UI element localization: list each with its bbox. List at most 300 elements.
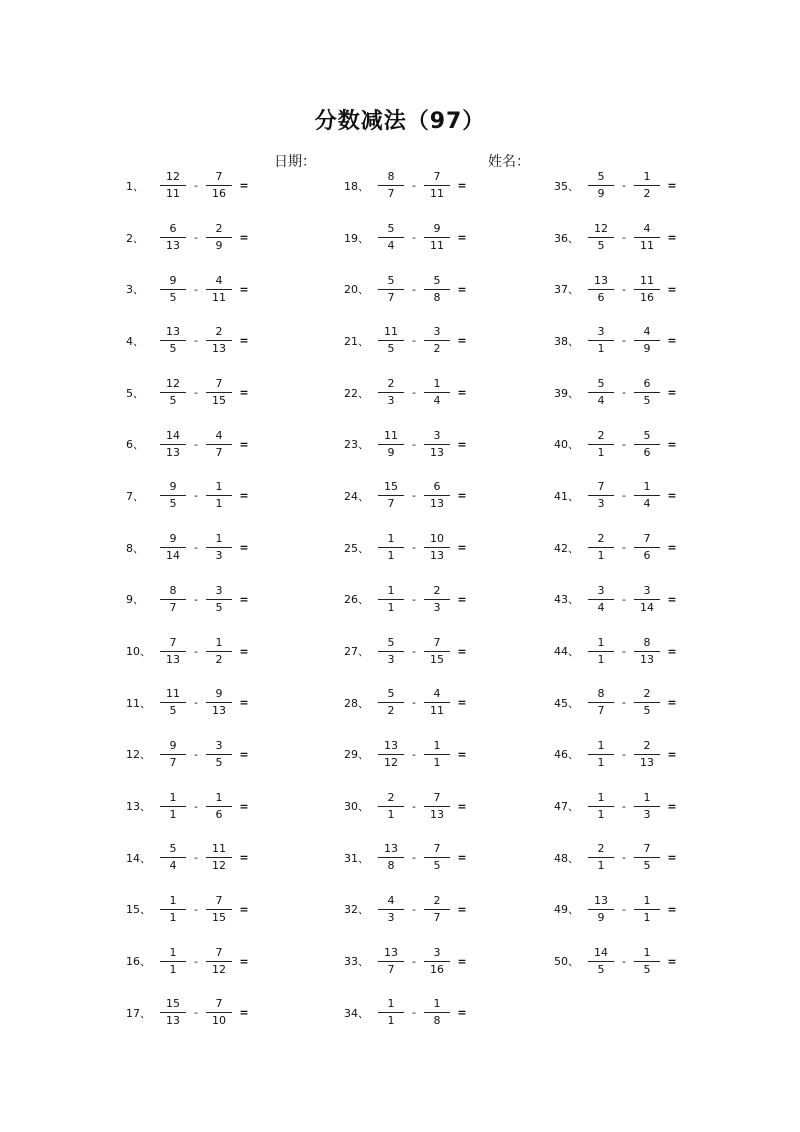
problem-row [344, 832, 574, 884]
subtrahend-fraction [202, 997, 236, 1028]
numerator: 1 [433, 377, 441, 391]
fraction-bar [588, 547, 614, 548]
equals-sign: = [457, 644, 467, 658]
subtrahend-fraction [630, 946, 664, 977]
problem-number: 16、 [126, 955, 151, 969]
minuend-fraction [156, 842, 190, 873]
problem-row [554, 263, 784, 315]
denominator: 3 [387, 394, 395, 408]
fraction-bar [634, 806, 660, 807]
equals-sign: = [667, 489, 677, 503]
equals-sign: = [239, 644, 249, 658]
numerator: 1 [387, 997, 395, 1011]
equals-sign: = [239, 437, 249, 451]
fraction-bar [588, 909, 614, 910]
minuend-fraction [156, 325, 190, 356]
numerator: 2 [597, 428, 605, 442]
problem-number: 22、 [344, 386, 369, 400]
numerator: 9 [169, 273, 177, 287]
equals-sign: = [457, 902, 467, 916]
problem-number: 14、 [126, 851, 151, 865]
problem-number: 3、 [126, 283, 144, 297]
denominator: 11 [212, 290, 226, 304]
subtrahend-fraction [420, 274, 454, 305]
denominator: 4 [597, 600, 605, 614]
fraction-bar [634, 857, 660, 858]
denominator: 1 [169, 962, 177, 976]
fraction-bar [588, 961, 614, 962]
denominator: 8 [433, 1014, 441, 1028]
fraction-bar [634, 340, 660, 341]
subtrahend-fraction [630, 170, 664, 201]
fraction-bar [160, 651, 186, 652]
denominator: 3 [387, 910, 395, 924]
fraction-bar [160, 754, 186, 755]
denominator: 1 [597, 652, 605, 666]
fraction-bar [206, 702, 232, 703]
minuend-fraction [584, 377, 618, 408]
subtrahend-fraction [202, 894, 236, 925]
denominator: 13 [430, 549, 444, 563]
problem-row [126, 263, 356, 315]
numerator: 9 [215, 687, 223, 701]
numerator: 5 [387, 273, 395, 287]
problem-number: 29、 [344, 748, 369, 762]
numerator: 15 [384, 480, 398, 494]
numerator: 11 [640, 273, 654, 287]
fraction-bar [588, 392, 614, 393]
denominator: 3 [387, 652, 395, 666]
equals-sign: = [667, 231, 677, 245]
denominator: 2 [215, 652, 223, 666]
numerator: 1 [643, 480, 651, 494]
numerator: 2 [215, 325, 223, 339]
subtrahend-fraction [420, 997, 454, 1028]
fraction-bar [634, 289, 660, 290]
problem-row [126, 574, 356, 626]
denominator: 1 [597, 755, 605, 769]
equals-sign: = [239, 334, 249, 348]
fraction-bar [160, 547, 186, 548]
minuend-fraction [584, 325, 618, 356]
problem-number: 15、 [126, 903, 151, 917]
fraction-bar [378, 237, 404, 238]
problem-number: 47、 [554, 800, 579, 814]
problem-row [126, 367, 356, 419]
denominator: 13 [212, 704, 226, 718]
denominator: 7 [433, 910, 441, 924]
numerator: 7 [433, 842, 441, 856]
subtrahend-fraction [202, 170, 236, 201]
problem-row [554, 522, 784, 574]
numerator: 5 [387, 687, 395, 701]
problem-number: 4、 [126, 334, 144, 348]
minus-sign: - [194, 954, 198, 968]
problem-row [126, 987, 356, 1039]
fraction-bar [378, 444, 404, 445]
denominator: 12 [384, 755, 398, 769]
equals-sign: = [239, 541, 249, 555]
numerator: 4 [215, 428, 223, 442]
equals-sign: = [239, 282, 249, 296]
fraction-bar [378, 392, 404, 393]
denominator: 13 [166, 1014, 180, 1028]
numerator: 2 [597, 532, 605, 546]
numerator: 7 [169, 635, 177, 649]
numerator: 1 [215, 790, 223, 804]
denominator: 13 [640, 755, 654, 769]
equals-sign: = [239, 902, 249, 916]
denominator: 1 [387, 600, 395, 614]
equals-sign: = [667, 592, 677, 606]
subtrahend-fraction [630, 636, 664, 667]
subtrahend-fraction [420, 480, 454, 511]
minus-sign: - [412, 386, 416, 400]
minus-sign: - [412, 541, 416, 555]
minuend-fraction [156, 636, 190, 667]
minuend-fraction [584, 584, 618, 615]
minus-sign: - [194, 851, 198, 865]
denominator: 1 [387, 807, 395, 821]
fraction-bar [206, 857, 232, 858]
problem-number: 46、 [554, 748, 579, 762]
fraction-bar [206, 237, 232, 238]
problem-row [344, 884, 574, 936]
problem-row [554, 935, 784, 987]
minus-sign: - [622, 954, 626, 968]
equals-sign: = [667, 437, 677, 451]
subtrahend-fraction [630, 842, 664, 873]
equals-sign: = [239, 954, 249, 968]
minuend-fraction [584, 170, 618, 201]
subtrahend-fraction [420, 636, 454, 667]
fraction-bar [378, 1012, 404, 1013]
fraction-bar [378, 754, 404, 755]
equals-sign: = [239, 231, 249, 245]
fraction-bar [378, 961, 404, 962]
subtrahend-fraction [202, 222, 236, 253]
denominator: 13 [430, 445, 444, 459]
minus-sign: - [622, 747, 626, 761]
denominator: 4 [643, 497, 651, 511]
minuend-fraction [156, 377, 190, 408]
denominator: 2 [387, 704, 395, 718]
equals-sign: = [239, 592, 249, 606]
numerator: 7 [433, 635, 441, 649]
equals-sign: = [239, 696, 249, 710]
minuend-fraction [156, 429, 190, 460]
numerator: 11 [212, 842, 226, 856]
denominator: 1 [215, 497, 223, 511]
subtrahend-fraction [630, 377, 664, 408]
subtrahend-fraction [630, 739, 664, 770]
fraction-bar [424, 547, 450, 548]
numerator: 9 [169, 738, 177, 752]
minus-sign: - [622, 231, 626, 245]
problem-number: 28、 [344, 696, 369, 710]
numerator: 1 [169, 790, 177, 804]
fraction-bar [378, 702, 404, 703]
fraction-bar [378, 599, 404, 600]
fraction-bar [424, 1012, 450, 1013]
problem-number: 12、 [126, 748, 151, 762]
fraction-bar [634, 444, 660, 445]
minuend-fraction [584, 894, 618, 925]
fraction-bar [588, 599, 614, 600]
problem-number: 20、 [344, 283, 369, 297]
fraction-bar [634, 237, 660, 238]
problem-row [126, 625, 356, 677]
problem-number: 32、 [344, 903, 369, 917]
fraction-bar [206, 340, 232, 341]
numerator: 14 [594, 945, 608, 959]
problem-number: 27、 [344, 645, 369, 659]
minus-sign: - [622, 902, 626, 916]
numerator: 13 [384, 945, 398, 959]
fraction-bar [206, 444, 232, 445]
name-label: 姓名： [488, 154, 530, 170]
denominator: 1 [169, 807, 177, 821]
problem-row [126, 418, 356, 470]
problem-row [344, 987, 574, 1039]
problem-row [126, 780, 356, 832]
problem-row [126, 522, 356, 574]
minus-sign: - [622, 386, 626, 400]
problem-row [554, 884, 784, 936]
numerator: 4 [643, 325, 651, 339]
subtrahend-fraction [202, 274, 236, 305]
subtrahend-fraction [202, 584, 236, 615]
fraction-bar [588, 444, 614, 445]
minus-sign: - [194, 799, 198, 813]
numerator: 1 [597, 790, 605, 804]
minus-sign: - [412, 902, 416, 916]
fraction-bar [206, 599, 232, 600]
minus-sign: - [412, 851, 416, 865]
problem-row [554, 729, 784, 781]
problem-row [126, 832, 356, 884]
subtrahend-fraction [420, 894, 454, 925]
minus-sign: - [194, 282, 198, 296]
numerator: 2 [215, 222, 223, 236]
problem-number: 34、 [344, 1006, 369, 1020]
problem-number: 19、 [344, 231, 369, 245]
fraction-bar [424, 651, 450, 652]
numerator: 7 [643, 532, 651, 546]
problem-row [344, 935, 574, 987]
denominator: 9 [643, 342, 651, 356]
minus-sign: - [412, 334, 416, 348]
fraction-bar [588, 702, 614, 703]
numerator: 4 [433, 687, 441, 701]
denominator: 5 [215, 755, 223, 769]
minus-sign: - [622, 334, 626, 348]
fraction-bar [424, 340, 450, 341]
numerator: 1 [597, 635, 605, 649]
problem-number: 33、 [344, 955, 369, 969]
fraction-bar [424, 754, 450, 755]
fraction-bar [206, 961, 232, 962]
subtrahend-fraction [202, 739, 236, 770]
fraction-bar [634, 392, 660, 393]
minus-sign: - [194, 592, 198, 606]
fraction-bar [424, 599, 450, 600]
problem-number: 49、 [554, 903, 579, 917]
equals-sign: = [667, 386, 677, 400]
numerator: 11 [384, 428, 398, 442]
problem-number: 11、 [126, 696, 151, 710]
fraction-bar [588, 651, 614, 652]
fraction-bar [378, 340, 404, 341]
numerator: 5 [387, 222, 395, 236]
problem-number: 1、 [126, 179, 144, 193]
problem-row [344, 780, 574, 832]
minus-sign: - [622, 541, 626, 555]
minus-sign: - [412, 954, 416, 968]
numerator: 1 [215, 480, 223, 494]
denominator: 5 [433, 859, 441, 873]
numerator: 1 [169, 945, 177, 959]
minuend-fraction [374, 325, 408, 356]
denominator: 13 [166, 445, 180, 459]
denominator: 7 [387, 497, 395, 511]
denominator: 16 [212, 187, 226, 201]
fraction-bar [634, 651, 660, 652]
minus-sign: - [412, 231, 416, 245]
subtrahend-fraction [202, 377, 236, 408]
minuend-fraction [584, 687, 618, 718]
minuend-fraction [374, 480, 408, 511]
numerator: 12 [166, 377, 180, 391]
minuend-fraction [156, 687, 190, 718]
minus-sign: - [622, 489, 626, 503]
numerator: 2 [387, 790, 395, 804]
numerator: 1 [433, 997, 441, 1011]
equals-sign: = [457, 696, 467, 710]
minuend-fraction [374, 791, 408, 822]
denominator: 1 [169, 910, 177, 924]
minuend-fraction [584, 274, 618, 305]
numerator: 5 [387, 635, 395, 649]
minuend-fraction [156, 894, 190, 925]
minuend-fraction [374, 222, 408, 253]
problem-number: 50、 [554, 955, 579, 969]
problem-number: 9、 [126, 593, 144, 607]
problem-row [344, 729, 574, 781]
subtrahend-fraction [630, 584, 664, 615]
equals-sign: = [457, 592, 467, 606]
problem-number: 48、 [554, 851, 579, 865]
denominator: 15 [212, 394, 226, 408]
equals-sign: = [457, 747, 467, 761]
equals-sign: = [667, 747, 677, 761]
subtrahend-fraction [202, 325, 236, 356]
numerator: 2 [643, 687, 651, 701]
numerator: 6 [643, 377, 651, 391]
numerator: 1 [597, 738, 605, 752]
numerator: 7 [597, 480, 605, 494]
subtrahend-fraction [420, 170, 454, 201]
minus-sign: - [412, 592, 416, 606]
problem-number: 10、 [126, 645, 151, 659]
equals-sign: = [457, 386, 467, 400]
minuend-fraction [156, 739, 190, 770]
numerator: 3 [597, 325, 605, 339]
numerator: 13 [384, 842, 398, 856]
fraction-bar [206, 806, 232, 807]
minuend-fraction [156, 532, 190, 563]
denominator: 8 [433, 290, 441, 304]
numerator: 1 [387, 583, 395, 597]
denominator: 9 [215, 239, 223, 253]
denominator: 13 [166, 239, 180, 253]
minus-sign: - [622, 282, 626, 296]
fraction-bar [206, 495, 232, 496]
problem-row [344, 263, 574, 315]
subtrahend-fraction [202, 842, 236, 873]
fraction-bar [424, 702, 450, 703]
minuend-fraction [584, 791, 618, 822]
equals-sign: = [457, 437, 467, 451]
minuend-fraction [374, 842, 408, 873]
subtrahend-fraction [420, 222, 454, 253]
minus-sign: - [194, 179, 198, 193]
problem-number: 37、 [554, 283, 579, 297]
minuend-fraction [374, 687, 408, 718]
denominator: 11 [640, 239, 654, 253]
subtrahend-fraction [420, 325, 454, 356]
denominator: 4 [169, 859, 177, 873]
fraction-bar [424, 185, 450, 186]
denominator: 7 [597, 704, 605, 718]
numerator: 5 [597, 170, 605, 184]
minus-sign: - [622, 592, 626, 606]
problem-number: 44、 [554, 645, 579, 659]
subtrahend-fraction [420, 429, 454, 460]
numerator: 3 [433, 428, 441, 442]
equals-sign: = [667, 179, 677, 193]
problem-number: 42、 [554, 541, 579, 555]
denominator: 4 [387, 239, 395, 253]
numerator: 7 [433, 170, 441, 184]
problem-row [554, 418, 784, 470]
problem-number: 45、 [554, 696, 579, 710]
minus-sign: - [412, 696, 416, 710]
problem-row [126, 884, 356, 936]
denominator: 5 [215, 600, 223, 614]
minus-sign: - [622, 851, 626, 865]
fraction-bar [160, 392, 186, 393]
minus-sign: - [622, 437, 626, 451]
numerator: 12 [594, 222, 608, 236]
denominator: 9 [597, 910, 605, 924]
fraction-bar [424, 909, 450, 910]
denominator: 6 [643, 549, 651, 563]
subtrahend-fraction [630, 532, 664, 563]
minuend-fraction [374, 377, 408, 408]
minus-sign: - [194, 696, 198, 710]
subtrahend-fraction [202, 687, 236, 718]
denominator: 16 [640, 290, 654, 304]
denominator: 2 [433, 342, 441, 356]
problem-number: 24、 [344, 489, 369, 503]
date-label: 日期： [274, 154, 316, 170]
numerator: 3 [215, 738, 223, 752]
subtrahend-fraction [420, 687, 454, 718]
problem-number: 18、 [344, 179, 369, 193]
fraction-bar [634, 909, 660, 910]
problem-column-3 [554, 160, 784, 987]
